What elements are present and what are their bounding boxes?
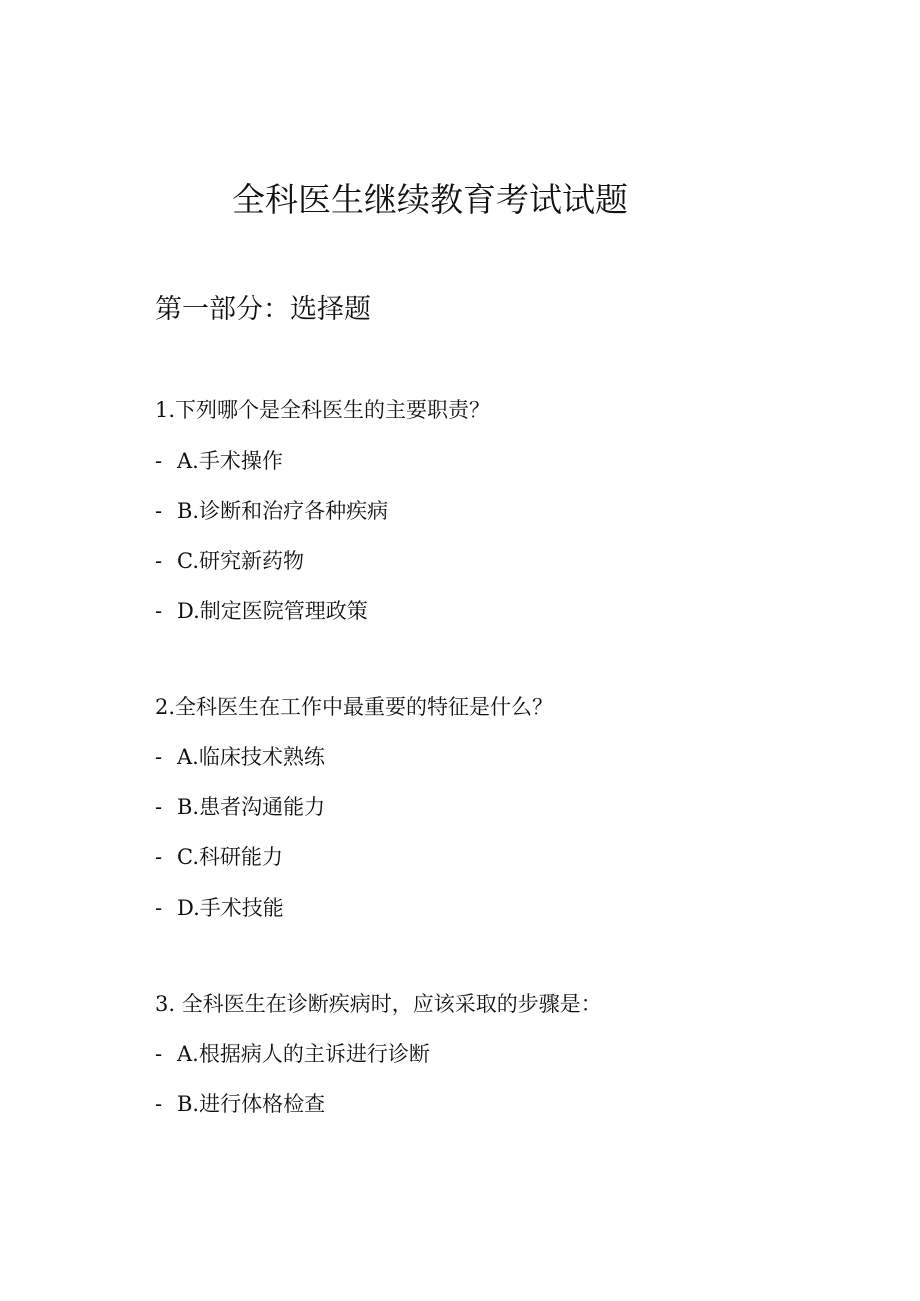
option-dash: -: [155, 845, 163, 869]
question-1-option-d: [155, 596, 368, 626]
option-label: A.临床技术熟练: [177, 745, 325, 769]
option-label: A.手术操作: [177, 449, 283, 473]
option-label: D.制定医院管理政策: [177, 599, 368, 623]
question-2-option-a: [155, 742, 325, 772]
option-dash: -: [155, 449, 163, 473]
option-label: B.患者沟通能力: [177, 795, 326, 819]
option-dash: -: [155, 1042, 163, 1066]
question-1: 1.下列哪个是全科医生的主要职责？: [155, 398, 491, 422]
option-dash: -: [155, 745, 163, 769]
section-heading: 第一部分：选择题: [155, 294, 371, 325]
question-2: 2.全科医生在工作中最重要的特征是什么？: [155, 695, 554, 719]
question-1-option-c: [155, 546, 304, 576]
option-label: C.研究新药物: [177, 549, 304, 573]
option-dash: -: [155, 795, 163, 819]
option-dash: -: [155, 499, 163, 523]
question-2-option-d: [155, 893, 284, 923]
option-label: D.手术技能: [177, 896, 284, 920]
document-title: 全科医生继续教育考试试题: [232, 180, 628, 219]
option-dash: -: [155, 896, 163, 920]
option-label: B.诊断和治疗各种疾病: [177, 499, 389, 523]
question-3-option-a: [155, 1039, 430, 1069]
question-3: 3. 全科医生在诊断疾病时，应该采取的步骤是：: [155, 992, 602, 1016]
option-label: C.科研能力: [177, 845, 283, 869]
option-label: A.根据病人的主诉进行诊断: [177, 1042, 430, 1066]
option-label: B.进行体格检查: [177, 1092, 326, 1116]
question-3-option-b: [155, 1089, 325, 1119]
question-2-option-b: [155, 792, 325, 822]
option-dash: -: [155, 549, 163, 573]
option-dash: -: [155, 599, 163, 623]
question-1-option-b: [155, 496, 388, 526]
option-dash: -: [155, 1092, 163, 1116]
question-1-option-a: [155, 446, 283, 476]
question-2-option-c: [155, 842, 283, 872]
